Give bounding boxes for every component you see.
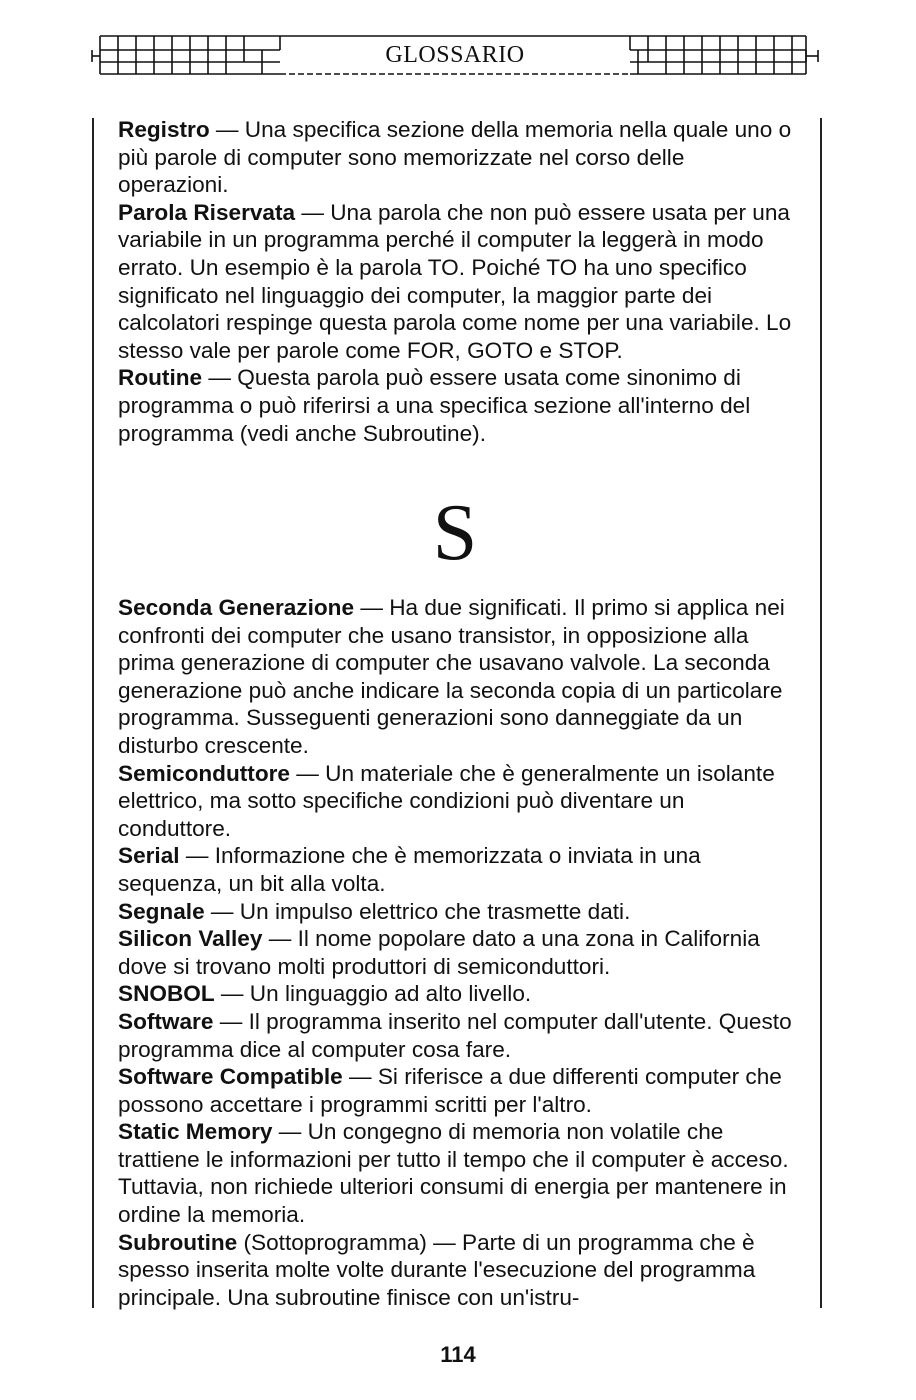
- glossary-entry: [118, 925, 792, 980]
- entry-term: Serial: [118, 843, 180, 869]
- glossary-entry: [118, 594, 792, 760]
- entry-definition: — Questa parola può essere usata come sinonimo di programma o può riferirsi a una specifica sezione all'interno del programma (vedi anche Subroutine).: [118, 365, 751, 446]
- right-margin-rule: [820, 118, 822, 1308]
- entry-definition: — Un linguaggio ad alto livello.: [214, 981, 532, 1007]
- entry-term: Software Compatible: [118, 1064, 343, 1090]
- entry-term: SNOBOL: [118, 981, 215, 1007]
- glossary-entry: [118, 980, 792, 1008]
- entry-definition: — Ha due significati. Il primo si applica nei confronti dei computer che usano transistor, in opposizione alla prima generazione di computer che usavano valvole. La seconda generazione può anche indicare la seconda copia di un particolare programma. Susseguenti generazioni sono danneggiate da un disturbo crescente.: [118, 595, 785, 758]
- entry-definition: — Si riferisce a due differenti computer che possono accettare i programmi scritti per l'altro.: [118, 1064, 782, 1117]
- glossary-entries-after: [118, 594, 792, 1311]
- entry-definition: — Il programma inserito nel computer dall'utente. Questo programma dice al computer cosa fare.: [118, 1008, 792, 1062]
- page-header: [90, 28, 820, 84]
- page-number: 114: [440, 1342, 476, 1367]
- entry-definition: — Il nome popolare dato a una zona in California dove si trovano molti produttori di semiconduttori.: [118, 926, 760, 979]
- entry-term: Parola Riservata: [118, 199, 296, 225]
- glossary-entry: [118, 1229, 792, 1312]
- entry-term: Silicon Valley: [118, 926, 263, 952]
- glossary-entry: [118, 1118, 792, 1228]
- glossary-entry: [118, 116, 792, 199]
- entry-definition: — Una specifica sezione della memoria nella quale uno o più parole di computer sono memorizzate nel corso delle operazioni.: [118, 117, 792, 198]
- glossary-entry: [118, 1008, 792, 1063]
- glossary-entry: [118, 364, 792, 447]
- entry-term: Segnale: [118, 898, 205, 924]
- glossary-entry: [118, 842, 792, 897]
- entry-term: Routine: [118, 365, 203, 391]
- glossary-entry: [118, 199, 792, 365]
- entry-definition: — Un materiale che è generalmente un isolante elettrico, ma sotto specifiche condizioni può diventare un conduttore.: [118, 760, 775, 841]
- entry-term: Subroutine: [118, 1229, 238, 1255]
- page-header-title: GLOSSARIO: [385, 42, 525, 68]
- entry-term: Registro: [118, 117, 210, 142]
- glossary-entry: [118, 760, 792, 843]
- left-margin-rule: [92, 118, 94, 1308]
- section-letter: S: [432, 489, 478, 577]
- entry-definition: (Sottoprogramma) — Parte di un programma che è spesso inserita molte volte durante l'esecuzione del programma principale. Una subroutine finisce con un'istru-: [118, 1229, 756, 1310]
- glossary-entry: [118, 1063, 792, 1118]
- entry-term: Semiconduttore: [118, 760, 290, 786]
- glossary-entries-before: [118, 116, 792, 447]
- entry-term: Software: [118, 1008, 214, 1034]
- entry-definition: — Una parola che non può essere usata per una variabile in un programma perché il computer la leggerà in modo errato. Un esempio è la parola TO. Poiché TO ha uno specifico significato nel linguaggio dei computer, la maggior parte dei calcolatori respinge questa parola come nome per una variabile. Lo stesso vale per parole come FOR, GOTO e STOP.: [118, 199, 792, 363]
- entry-definition: — Un impulso elettrico che trasmette dati.: [204, 898, 631, 924]
- glossary-entry: [118, 898, 792, 926]
- entry-definition: — Informazione che è memorizzata o inviata in una sequenza, un bit alla volta.: [118, 843, 701, 896]
- entry-definition: — Un congegno di memoria non volatile che trattiene le informazioni per tutto il tempo che il computer è acceso. Tuttavia, non richiede ulteriori consumi di energia per mantenere in ordine la memoria.: [118, 1119, 789, 1228]
- entry-term: Static Memory: [118, 1119, 273, 1145]
- entry-term: Seconda Generazione: [118, 595, 355, 620]
